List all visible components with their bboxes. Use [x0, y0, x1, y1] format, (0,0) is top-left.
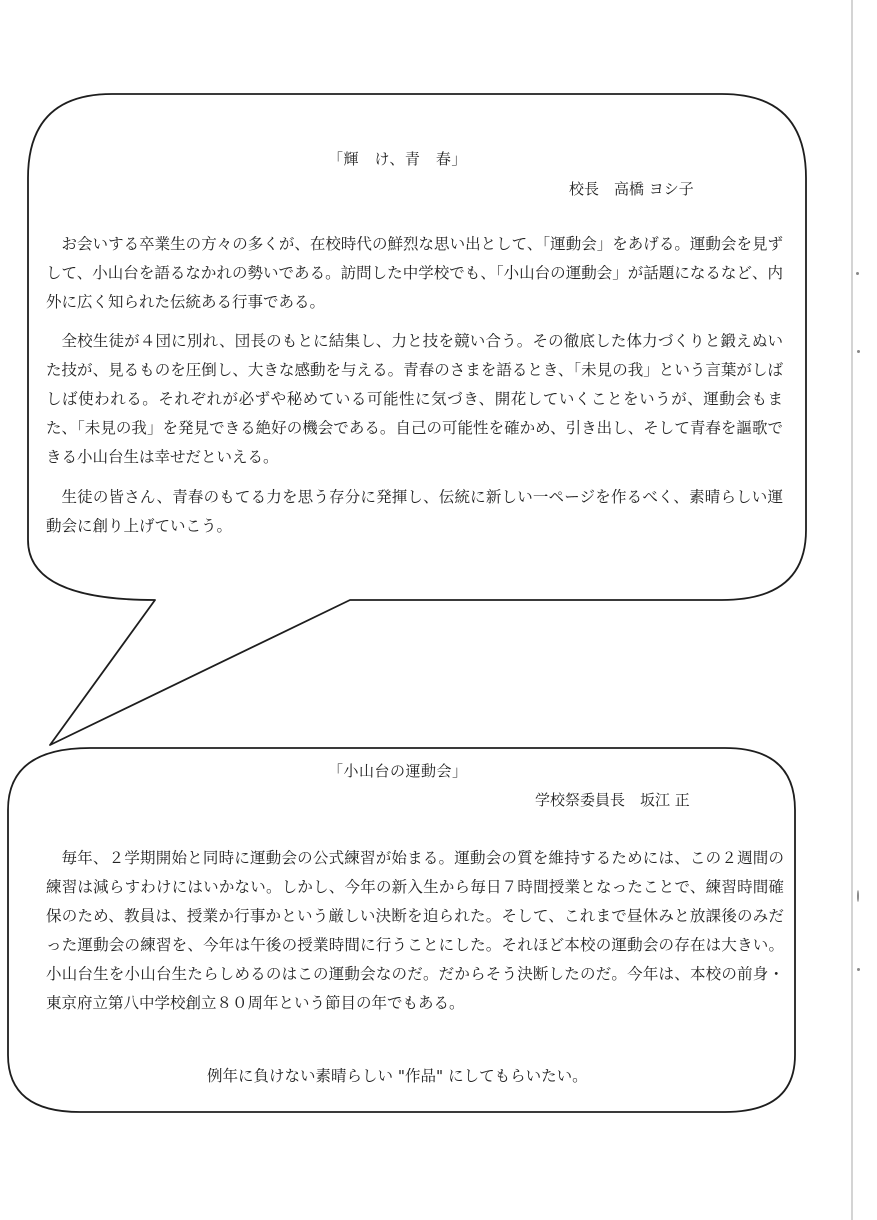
scan-speck: [856, 272, 859, 275]
scan-speck: [857, 890, 859, 902]
section1-title: 「輝 け、青 春」: [328, 150, 467, 168]
page-edge-line: [851, 0, 853, 1220]
section1-paragraph-3: 生徒の皆さん、青春のもてる力を思う存分に発揮し、伝統に新しい一ページを作るべく、素晴らしい運動会に創り上げていこう。: [46, 488, 783, 535]
scan-speck: [857, 968, 860, 971]
section2-title: 「小山台の運動会」: [328, 762, 468, 780]
section2-closing: 例年に負けない素晴らしい "作品" にしてもらいたい。: [207, 1067, 588, 1085]
section1-paragraph-1: お会いする卒業生の方々の多くが、在校時代の鮮烈な思い出として、「運動会」をあげる。運動会を見ずして、小山台を語るなかれの勢いである。訪問した中学校でも、「小山台の運動会」が話題になるなど、内外に広く知られた伝統ある行事である。: [46, 235, 783, 311]
section2-author: 学校祭委員長 坂江 正: [535, 791, 690, 809]
section1-author: 校長 高橋 ヨシ子: [569, 180, 694, 198]
section1-paragraph-2: 全校生徒が４団に別れ、団長のもとに結集し、力と技を競い合う。その徹底した体力づくりと鍛えぬいた技が、見るものを圧倒し、大きな感動を与える。青春のさまを語るとき、「未見の我」という言葉がしばしば使われる。それぞれが必ずや秘めている可能性に気づき、開花していくことをいうが、運動会もまた、「未見の我」を発見できる絶好の機会である。自己の可能性を確かめ、引き出し、そして青春を謳歌できる小山台生は幸せだといえる。: [46, 332, 783, 466]
section2-paragraph: 毎年、２学期開始と同時に運動会の公式練習が始まる。運動会の質を維持するためには、この２週間の練習は減らすわけにはいかない。しかし、今年の新入生から毎日７時間授業となったことで、練習時間確保のため、教員は、授業か行事かという厳しい決断を迫られた。そして、これまで昼休みと放課後のみだった運動会の練習を、今年は午後の授業時間に行うことにした。それほど本校の運動会の存在は大きい。小山台生を小山台生たらしめるのはこの運動会なのだ。だからそう決断したのだ。今年は、本校の前身・東京府立第八中学校創立８０周年という節目の年でもある。: [46, 849, 784, 1012]
scan-speck: [857, 350, 860, 353]
